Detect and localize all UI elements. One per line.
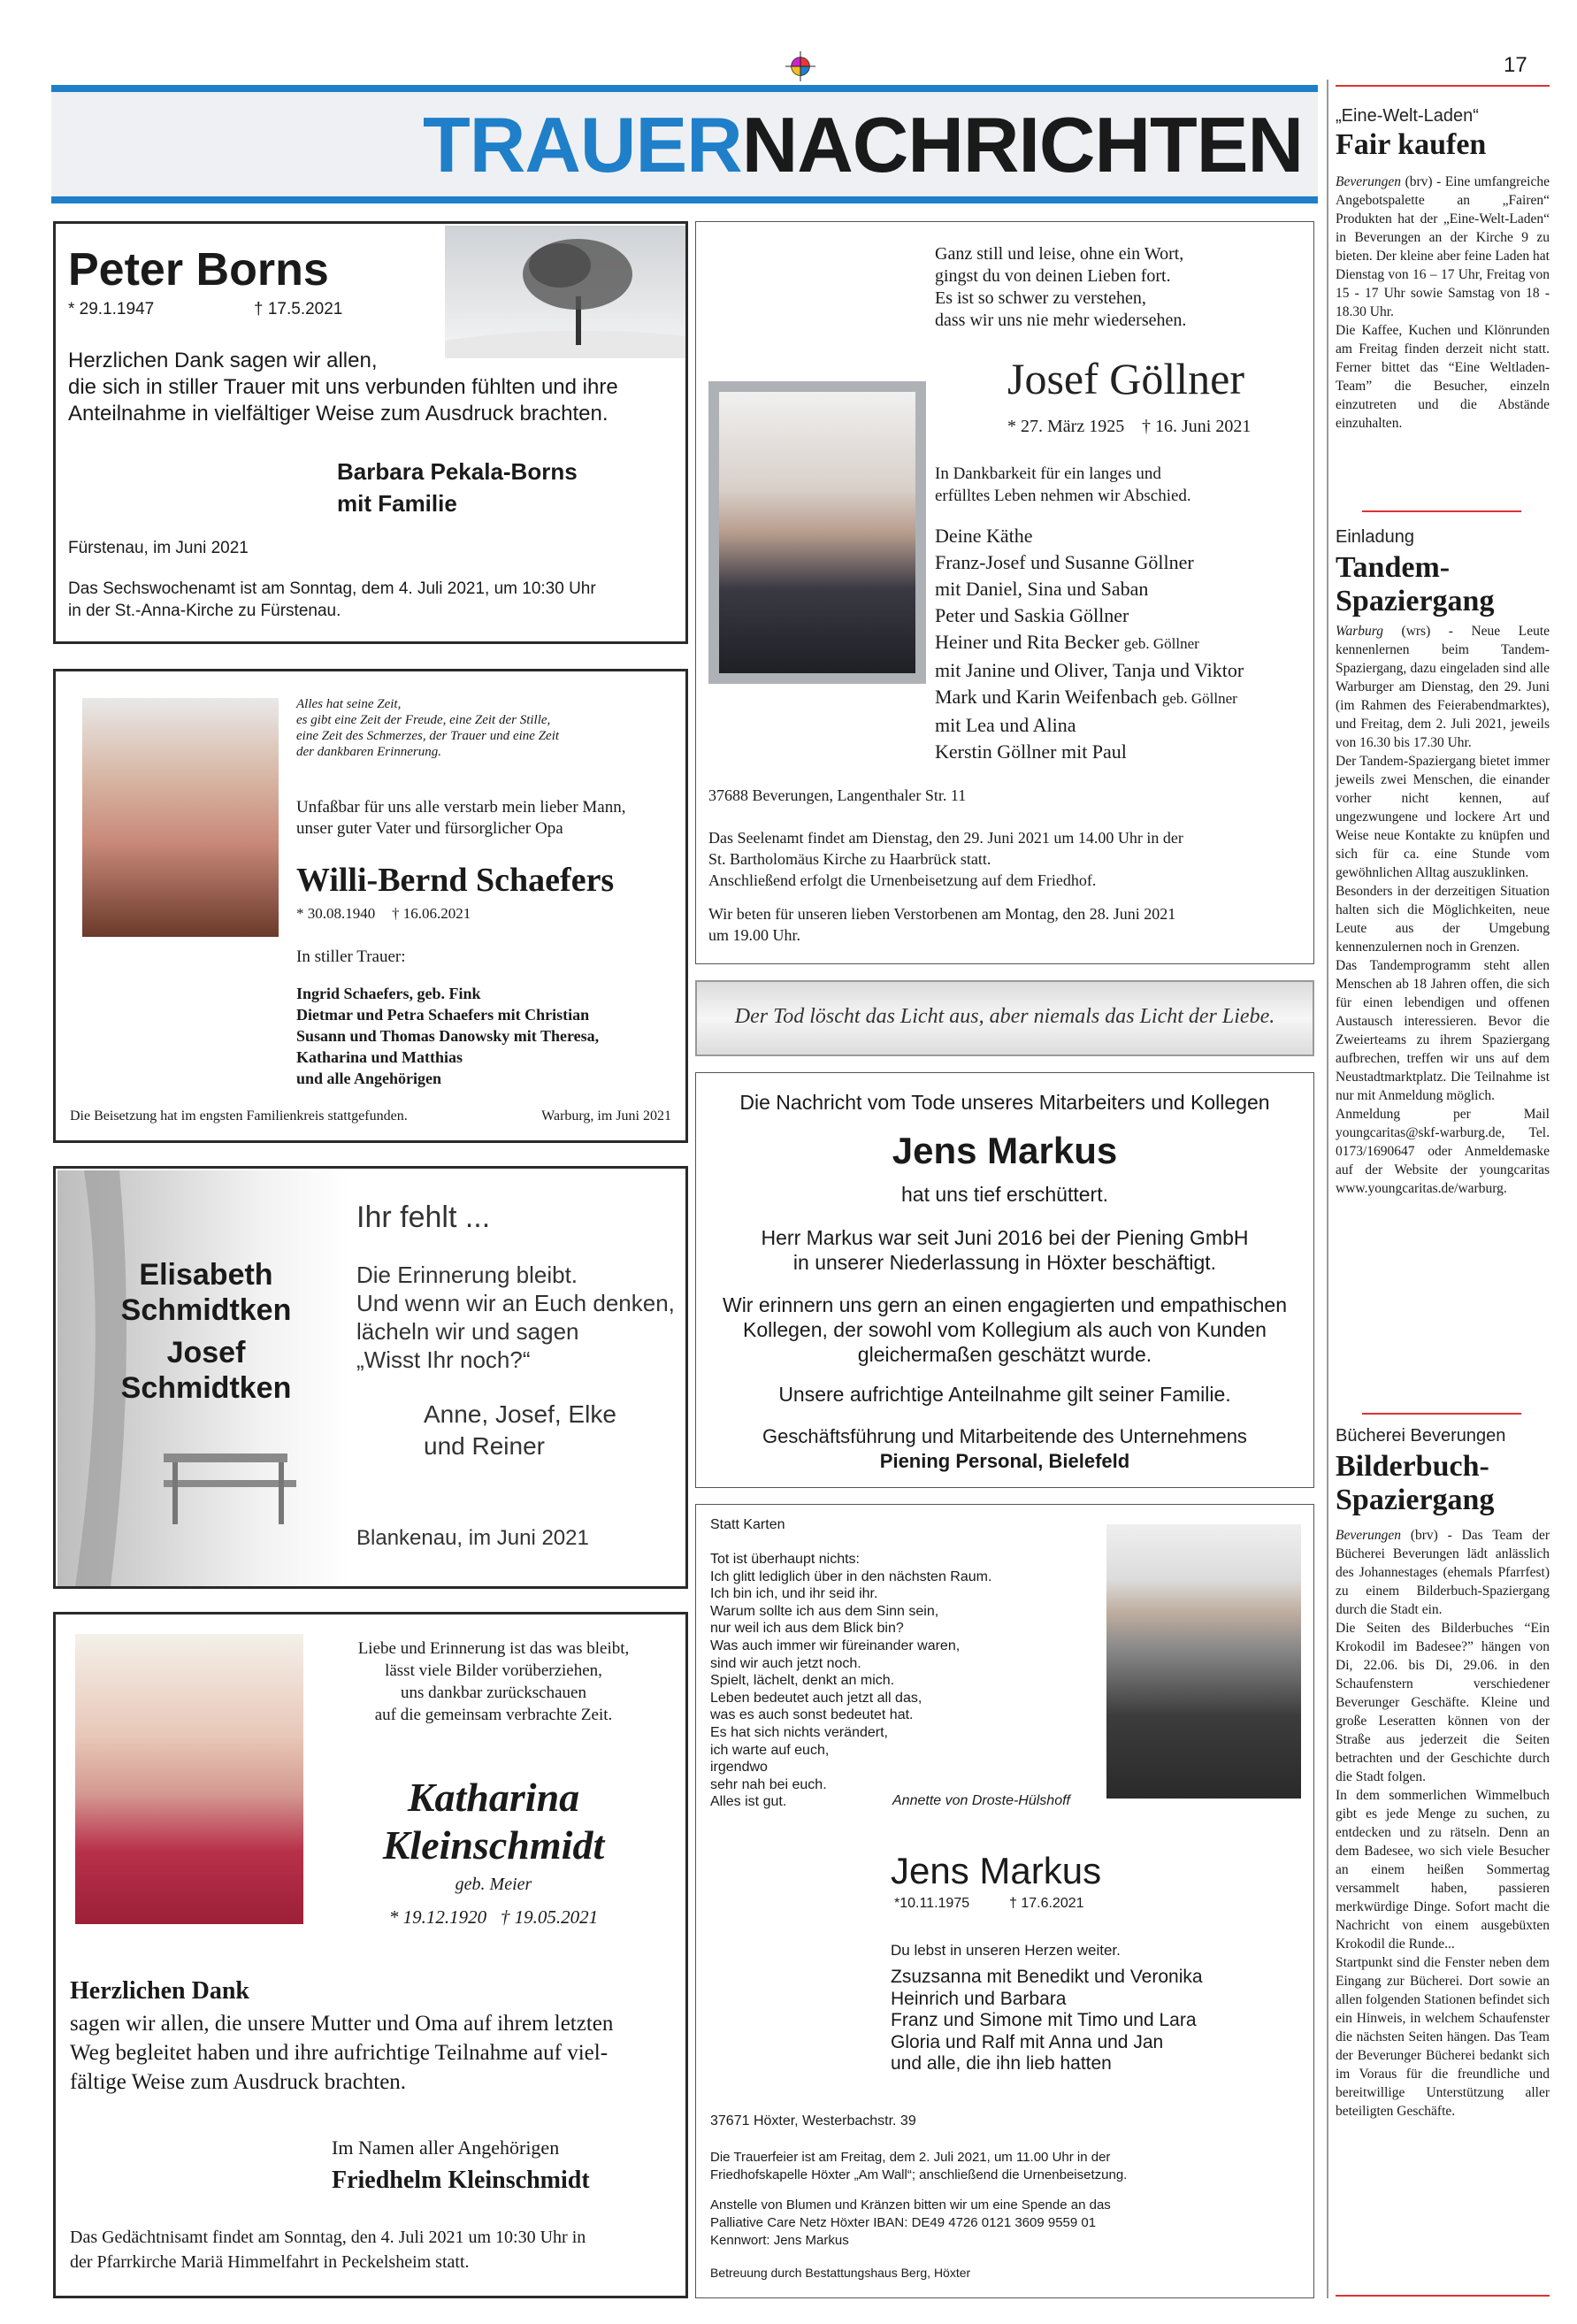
schaefers-mourning: In stiller Trauer: xyxy=(296,947,406,966)
markus-poem-line: Ich glitt lediglich über in den nächsten Raum. xyxy=(710,1569,992,1584)
markus-family xyxy=(891,1967,1203,2075)
borns-name: Peter Borns xyxy=(68,244,329,295)
markus-family-line: Heinrich und Barbara xyxy=(891,1988,1067,2009)
registration-mark-icon xyxy=(785,51,815,81)
article-headline: Fair kaufen xyxy=(1336,128,1487,161)
kleinschmidt-thanks-head: Herzlichen Dank xyxy=(70,1977,249,2005)
markus-company-para2-line: gleichermaßen geschätzt wurde. xyxy=(857,1343,1152,1366)
article-kicker: Bücherei Beverungen xyxy=(1336,1426,1506,1446)
markus-poem-line: Warum sollte ich aus dem Sinn sein, xyxy=(710,1603,939,1619)
schaefers-quote-line: Alles hat seine Zeit, xyxy=(296,697,402,711)
borns-signer: mit Familie xyxy=(337,490,457,517)
borns-thanks-line: Anteilnahme in vielfältiger Weise zum Ausdruck brachten. xyxy=(68,402,609,426)
kleinschmidt-name xyxy=(312,1774,675,1869)
goellner-family xyxy=(935,523,1244,765)
article-kicker: Einladung xyxy=(1336,527,1414,547)
borns-born: * 29.1.1947 xyxy=(68,300,155,318)
schaefers-quote-line: der dankbaren Erinnerung. xyxy=(296,745,442,759)
schmidtken-name: Josef xyxy=(166,1336,246,1369)
schmidtken-headline: Ihr fehlt ... xyxy=(356,1200,491,1234)
kleinschmidt-poem xyxy=(312,1638,675,1726)
markus-company-name: Jens Markus xyxy=(892,1130,1118,1171)
sidebar-rule xyxy=(1362,1413,1521,1415)
notice-schaefers xyxy=(53,669,688,1143)
markus-poem-line: irgendwo xyxy=(710,1760,768,1776)
article-body xyxy=(1336,173,1550,321)
notice-goellner xyxy=(695,221,1314,964)
markus-poem xyxy=(710,1551,991,1811)
goellner-requiem-line: Das Seelenamt findet am Dienstag, den 29. Juni 2021 um 14.00 Uhr in der xyxy=(708,829,1183,847)
markus-line1: Du lebst in unseren Herzen weiter. xyxy=(891,1942,1121,1959)
markus-poem-line: sind wir auch jetzt noch. xyxy=(710,1655,861,1671)
goellner-address: 37688 Beverungen, Langenthaler Str. 11 xyxy=(708,786,967,804)
article-text: (brv) - Eine umfangreiche Angebotspalette an „Fairen“ Produkten hat der „Eine-Welt-Laden“ in Beverungen an der Kirche 9 zu bieten. Der kleine aber feine Laden hat Dienstag von 16 – 17 Uhr, Freitag von 15 - 17 Uhr sowie Samstag von 18 - 18.30 Uhr. xyxy=(1336,174,1550,319)
article-headline xyxy=(1336,1450,1550,1517)
portrait-kleinschmidt xyxy=(75,1634,303,1924)
markus-poem-line: Tot ist überhaupt nichts: xyxy=(710,1552,860,1567)
schmidtken-signer: Anne, Josef, Elke xyxy=(424,1400,616,1428)
schaefers-born: * 30.08.1940 xyxy=(296,905,376,922)
sidebar-article-fair-kaufen xyxy=(1336,106,1550,433)
goellner-poem-line: dass wir uns nie mehr wiedersehen. xyxy=(935,311,1187,330)
article-headline xyxy=(1336,551,1550,618)
markus-poem-line: Alles ist gut. xyxy=(710,1794,787,1810)
goellner-family-line: mit Daniel, Sina und Saban xyxy=(935,578,1149,600)
schaefers-family xyxy=(296,983,599,1089)
page-title-black: NACHRICHTEN xyxy=(741,101,1303,188)
goellner-family-line xyxy=(935,684,1244,712)
kleinschmidt-signer: Friedhelm Kleinschmidt xyxy=(332,2167,590,2194)
article-dateline: Warburg xyxy=(1336,624,1383,639)
schaefers-name: Willi-Bernd Schaefers xyxy=(296,862,615,899)
markus-poem-line: was es auch sonst bedeutet hat. xyxy=(710,1707,914,1723)
markus-donation xyxy=(710,2197,1111,2250)
markus-company-para1-line: in unserer Niederlassung in Höxter beschäftigt. xyxy=(792,1251,1217,1274)
markus-funeral-line: Friedhofskapelle Höxter „Am Wall“; anschließend die Urnenbeisetzung. xyxy=(710,2167,1128,2182)
markus-company-para2 xyxy=(696,1292,1313,1367)
sidebar-article-tandem xyxy=(1336,527,1550,1198)
kleinschmidt-poem-line: uns dankbar zurückschauen xyxy=(401,1684,586,1702)
sidebar-article-bilderbuch xyxy=(1336,1426,1550,2121)
markus-family-line: Franz und Simone mit Timo und Lara xyxy=(891,2010,1197,2030)
goellner-family-line: mit Janine und Oliver, Tanja und Viktor xyxy=(935,659,1244,681)
portrait-goellner xyxy=(719,392,915,673)
notice-kleinschmidt xyxy=(53,1612,688,2298)
kleinschmidt-poem-line: lässt viele Bilder vorüberziehen, xyxy=(385,1661,602,1680)
article-dateline: Beverungen xyxy=(1336,1528,1402,1543)
goellner-photo-frame xyxy=(708,381,926,684)
kleinschmidt-on-behalf: Im Namen aller Angehörigen xyxy=(332,2136,560,2159)
sidebar-bottom-rule xyxy=(1336,2295,1550,2297)
goellner-born: * 27. März 1925 xyxy=(1007,417,1125,436)
schmidtken-name: Elisabeth xyxy=(139,1258,273,1292)
goellner-family-text: Heiner und Rita Becker xyxy=(935,631,1120,653)
markus-company-sign2: Piening Personal, Bielefeld xyxy=(879,1450,1130,1472)
article-body: Anmeldung per Mail youngcaritas@skf-warburg.de, Tel. 0173/1690647 oder Anmeldemaske auf der Website der youngcaritas www.youngcaritas.de/warburg. xyxy=(1336,1107,1550,1196)
schmidtken-poem xyxy=(356,1261,675,1374)
article-body: Die Kaffee, Kuchen und Klönrunden am Freitag finden derzeit nicht statt. Ferner bittet das “Eine Weltladen-Team” die Besucher, einzeln einzutreten und die Abstände einzuhalten. xyxy=(1336,323,1550,431)
markus-donation-line: Kennwort: Jens Markus xyxy=(710,2233,849,2248)
borns-thanks xyxy=(68,348,618,427)
kleinschmidt-dates: * 19.12.1920 † 19.05.2021 xyxy=(388,1906,599,1928)
article-body: In dem sommerlichen Wimmelbuch gibt es jede Menge zu suchen, zu entdecken und zu rätseln. Denn an dem Badesee, wo sich viele Besucher an einem heißen Sommertag versammelt haben, passieren merkwürdige Dinge. Sofort macht die Nachricht von einem ausgebüxten Krokodil die Runde... xyxy=(1336,1788,1550,1952)
markus-company-para1 xyxy=(696,1225,1313,1275)
page-number: 17 xyxy=(1504,53,1527,77)
schaefers-quote xyxy=(296,696,559,760)
markus-company-para3: Unsere aufrichtige Anteilnahme gilt seiner Familie. xyxy=(778,1383,1231,1406)
schmidtken-place-date: Blankenau, im Juni 2021 xyxy=(356,1526,589,1550)
goellner-family-small: geb. Göllner xyxy=(1123,635,1199,652)
kleinschmidt-thanks-line: Weg begleitet haben und ihre aufrichtige Teilnahme auf viel- xyxy=(70,2041,609,2065)
schmidtken-signer: und Reiner xyxy=(424,1432,545,1460)
schaefers-family-line: Katharina und Matthias xyxy=(296,1048,463,1066)
markus-poem-line: Leben bedeutet auch jetzt all das, xyxy=(710,1690,922,1706)
article-body: Besonders in der derzeitigen Situation halten sich die Möglichkeiten, neue Leute aus der Umgebung kennenzulernen noch in Grenzen. xyxy=(1336,884,1550,955)
borns-signers xyxy=(337,456,578,519)
goellner-poem-line: gingst du von deinen Lieben fort. xyxy=(935,266,1171,286)
article-body: Startpunkt sind die Fenster neben dem Eingang zur Bücherei. Dort sowie an allen folgenden Stationen befindet sich ein Hinweis, in welchem Schaufenster die nächsten Seiten hängen. Das Team der Beverunger Bücherei bedankt sich im Voraus für die freundliche und bereitwillige Unterstützung aller beteiligten Geschäfte. xyxy=(1336,1955,1550,2119)
kleinschmidt-thanks-line: fältige Weise zum Ausdruck brachten. xyxy=(70,2070,407,2094)
goellner-poem-line: Ganz still und leise, ohne ein Wort, xyxy=(935,244,1184,264)
article-dateline: Beverungen xyxy=(1336,174,1402,189)
portrait-schaefers xyxy=(82,698,279,937)
borns-mass xyxy=(68,578,596,622)
goellner-prayer xyxy=(708,903,1175,946)
article-body: Die Seiten des Bilderbuches “Ein Krokodil im Badesee?” hängen von Di, 22.06. bis Di, 29.06. in den Schaufenstern verschiedener Beverunger Geschäfte. Kleine und große Leseratten können von der Straße aus jederzeit die Seiten betrachten und der Geschichte durch die Stadt folgen. xyxy=(1336,1621,1550,1784)
schmidtken-poem-line: „Wisst Ihr noch?“ xyxy=(356,1346,531,1373)
markus-address: 37671 Höxter, Westerbachstr. 39 xyxy=(710,2113,916,2128)
schaefers-intro-line: Unfaßbar für uns alle verstarb mein lieber Mann, xyxy=(296,798,626,817)
markus-family-line: Gloria und Ralf mit Anna und Jan xyxy=(891,2031,1164,2052)
article-body: Das Tandemprogramm steht allen Menschen ab 18 Jahren offen, die sich für einen lebendigen und offenen Austausch interessieren. Bevor die Zweierteams zu ihrem Spaziergang aufbrechen, treffen wir uns auf dem Neustadtmarktplatz. Die Teilnahme ist nur mit Anmeldung möglich. xyxy=(1336,958,1550,1103)
borns-thanks-line: Herzlichen Dank sagen wir allen, xyxy=(68,349,378,372)
goellner-family-line: Deine Käthe xyxy=(935,525,1033,547)
kleinschmidt-thanks xyxy=(70,2009,613,2097)
goellner-died: † 16. Juni 2021 xyxy=(1142,417,1252,436)
schaefers-footer-right: Warburg, im Juni 2021 xyxy=(541,1108,671,1124)
article-text: (brv) - Das Team der Bücherei Beverungen lädt anlässlich des Johannestages (ehemals Pfarrfest) zu einem Bilderbuch-Spaziergang durch die Stadt ein. xyxy=(1336,1528,1550,1617)
borns-signer: Barbara Pekala-Borns xyxy=(337,458,578,485)
markus-poem-line: Ich bin ich, und ihr seid ihr. xyxy=(710,1586,878,1602)
kleinschmidt-poem-line: auf die gemeinsam verbrachte Zeit. xyxy=(374,1706,613,1724)
markus-funeral-line: Die Trauerfeier ist am Freitag, dem 2. Juli 2021, um 11.00 Uhr in der xyxy=(710,2150,1111,2165)
schaefers-died: † 16.06.2021 xyxy=(392,905,471,922)
markus-poem-line: Spielt, lächelt, denkt an mich. xyxy=(710,1673,895,1689)
markus-poem-line: ich warte auf euch, xyxy=(710,1742,830,1758)
goellner-poem-line: Es ist so schwer zu verstehen, xyxy=(935,288,1146,308)
sidebar-rule xyxy=(1362,510,1521,512)
markus-company-para1-line: Herr Markus war seit Juni 2016 bei der Piening GmbH xyxy=(761,1226,1249,1249)
schaefers-quote-line: es gibt eine Zeit der Freude, eine Zeit der Stille, xyxy=(296,713,551,727)
article-text: (wrs) - Neue Leute kennenlernen beim Tandem-Spaziergang, dazu eingeladen sind alle Warburger am Dienstag, den 29. Juni (im Rahmen des Feierabendmarktes), und Freitag, dem 2. Juli 2021, jeweils von 16.30 bis 17.30 Uhr. xyxy=(1336,624,1550,750)
kleinschmidt-mass xyxy=(70,2225,586,2274)
kleinschmidt-name-line: Katharina xyxy=(407,1775,580,1820)
goellner-name: Josef Göllner xyxy=(1007,354,1244,403)
schaefers-family-line: und alle Angehörigen xyxy=(296,1070,442,1087)
goellner-family-line xyxy=(935,629,1244,657)
goellner-family-line: Franz-Josef und Susanne Göllner xyxy=(935,551,1194,573)
page-title xyxy=(423,103,1303,188)
schmidtken-name: Schmidtken xyxy=(120,1293,292,1327)
goellner-family-line: Peter und Saskia Göllner xyxy=(935,604,1129,626)
goellner-poem xyxy=(935,243,1186,332)
markus-poem-line: sehr nah bei euch. xyxy=(710,1776,827,1792)
markus-family-line: Zsuzsanna mit Benedikt und Veronika xyxy=(891,1967,1203,1987)
markus-company-shock: hat uns tief erschüttert. xyxy=(901,1183,1108,1206)
goellner-family-text: Mark und Karin Weifenbach xyxy=(935,686,1158,708)
notice-markus-company xyxy=(695,1072,1314,1488)
schmidtken-name: Schmidtken xyxy=(120,1371,292,1405)
goellner-family-line: mit Lea und Alina xyxy=(935,714,1076,736)
markus-company-intro: Die Nachricht vom Tode unseres Mitarbeiters und Kollegen xyxy=(739,1091,1270,1114)
tree-illustration xyxy=(445,226,685,358)
markus-family-died: † 17.6.2021 xyxy=(1009,1896,1084,1911)
markus-poem-line: Was auch immer wir füreinander waren, xyxy=(710,1638,961,1653)
schaefers-intro-line: unser guter Vater und fürsorglicher Opa xyxy=(296,819,563,838)
goellner-prayer-line: um 19.00 Uhr. xyxy=(708,926,801,944)
goellner-family-small: geb. Göllner xyxy=(1161,690,1237,707)
article-headline-line: Spaziergang xyxy=(1336,585,1495,617)
schmidtken-poem-line: Die Erinnerung bleibt. xyxy=(356,1262,578,1288)
quote-banner-text: Der Tod löscht das Licht aus, aber niemals das Licht der Liebe. xyxy=(734,1005,1275,1028)
markus-poem-line: nur weil ich aus dem Blick bin? xyxy=(710,1621,904,1637)
markus-donation-line: Anstelle von Blumen und Kränzen bitten wir um eine Spende an das xyxy=(710,2197,1111,2213)
markus-poem-line: Es hat sich nichts verändert, xyxy=(710,1724,888,1740)
markus-funeral xyxy=(710,2149,1127,2184)
sidebar-divider xyxy=(1327,80,1328,2298)
schaefers-family-line: Dietmar und Petra Schaefers mit Christian xyxy=(296,1006,590,1024)
markus-family-line: und alle, die ihn lieb hatten xyxy=(891,2053,1112,2074)
notice-peter-borns xyxy=(53,221,688,644)
schaefers-intro xyxy=(296,797,625,840)
article-body xyxy=(1336,1526,1550,1619)
schmidtken-signers xyxy=(424,1399,616,1462)
markus-company-sign1: Geschäftsführung und Mitarbeitende des Unternehmens xyxy=(762,1425,1247,1447)
kleinschmidt-mass-line: der Pfarrkirche Mariä Himmelfahrt in Peckelsheim statt. xyxy=(70,2252,470,2272)
borns-mass-line: Das Sechswochenamt ist am Sonntag, dem 4. Juli 2021, um 10:30 Uhr xyxy=(68,579,596,598)
markus-family-name: Jens Markus xyxy=(891,1850,1102,1891)
markus-author: Annette von Droste-Hülshoff xyxy=(892,1793,1070,1808)
schmidtken-poem-line: lächeln wir und sagen xyxy=(356,1318,579,1345)
goellner-requiem-line: Anschließend erfolgt die Urnenbeisetzung auf dem Friedhof. xyxy=(708,871,1097,889)
article-headline-line: Bilderbuch- xyxy=(1336,1450,1489,1483)
schaefers-footer-left: Die Beisetzung hat im engsten Familienkreis stattgefunden. xyxy=(70,1108,408,1124)
goellner-requiem-line: St. Bartholomäus Kirche zu Haarbrück statt. xyxy=(708,850,991,868)
kleinschmidt-thanks-line: sagen wir allen, die unsere Mutter und Oma auf ihrem letzten xyxy=(70,2012,614,2036)
borns-mass-line: in der St.-Anna-Kirche zu Fürstenau. xyxy=(68,602,341,620)
quote-banner xyxy=(695,980,1314,1056)
schaefers-family-line: Susann und Thomas Danowsky mit Theresa, xyxy=(296,1027,600,1045)
goellner-family-line: Kerstin Göllner mit Paul xyxy=(935,740,1127,763)
kleinschmidt-poem-line: Liebe und Erinnerung ist das was bleibt, xyxy=(357,1639,630,1658)
goellner-farewell-line: In Dankbarkeit für ein langes und xyxy=(935,464,1161,483)
article-body xyxy=(1336,622,1550,752)
markus-family-born: *10.11.1975 xyxy=(894,1896,970,1911)
kleinschmidt-maiden: geb. Meier xyxy=(455,1875,532,1894)
notice-markus-family xyxy=(695,1504,1314,2298)
markus-company-para2-line: Wir erinnern uns gern an einen engagierten und empathischen xyxy=(722,1293,1288,1316)
markus-company-para2-line: Kollegen, der sowohl vom Kollegium als auch von Kunden xyxy=(743,1318,1267,1341)
markus-undertaker: Betreuung durch Bestattungshaus Berg, Höxter xyxy=(710,2266,971,2280)
schmidtken-names xyxy=(109,1257,303,1406)
markus-statt: Statt Karten xyxy=(710,1517,785,1532)
article-body: Der Tandem-Spaziergang bietet immer jeweils zwei Menschen, die einander vorher nicht kennen, auf ungezwungene und lockere Art und Weise neue Kontakte zu knüpfen und sich für ca. eine Stunde vom gewöhnlichen Alltag auszuklinken. xyxy=(1336,754,1550,880)
sidebar-top-rule xyxy=(1336,85,1550,87)
goellner-requiem xyxy=(708,827,1183,891)
borns-thanks-line: die sich in stiller Trauer mit uns verbunden fühlten und ihre xyxy=(68,375,618,399)
kleinschmidt-mass-line: Das Gedächtnisamt findet am Sonntag, den 4. Juli 2021 um 10:30 Uhr in xyxy=(70,2228,586,2247)
notice-schmidtken xyxy=(53,1166,688,1589)
goellner-farewell xyxy=(935,463,1191,507)
page-title-blue: TRAUER xyxy=(423,101,742,188)
goellner-farewell-line: erfülltes Leben nehmen wir Abschied. xyxy=(935,487,1191,505)
kleinschmidt-name-line: Kleinschmidt xyxy=(382,1822,605,1868)
portrait-markus xyxy=(1106,1524,1301,1799)
schmidtken-poem-line: Und wenn wir an Euch denken, xyxy=(356,1290,675,1316)
article-headline-line: Tandem- xyxy=(1336,551,1451,584)
goellner-prayer-line: Wir beten für unseren lieben Verstorbenen am Montag, den 28. Juni 2021 xyxy=(708,905,1176,923)
borns-place-date: Fürstenau, im Juni 2021 xyxy=(68,539,249,557)
borns-died: † 17.5.2021 xyxy=(254,300,343,318)
schaefers-quote-line: eine Zeit des Schmerzes, der Trauer und eine Zeit xyxy=(296,729,560,743)
schaefers-family-line: Ingrid Schaefers, geb. Fink xyxy=(296,985,481,1002)
article-kicker: „Eine-Welt-Laden“ xyxy=(1336,106,1479,126)
article-headline-line: Spaziergang xyxy=(1336,1484,1495,1516)
markus-donation-line: Palliative Care Netz Höxter IBAN: DE49 4726 0121 3609 9559 01 xyxy=(710,2215,1097,2230)
